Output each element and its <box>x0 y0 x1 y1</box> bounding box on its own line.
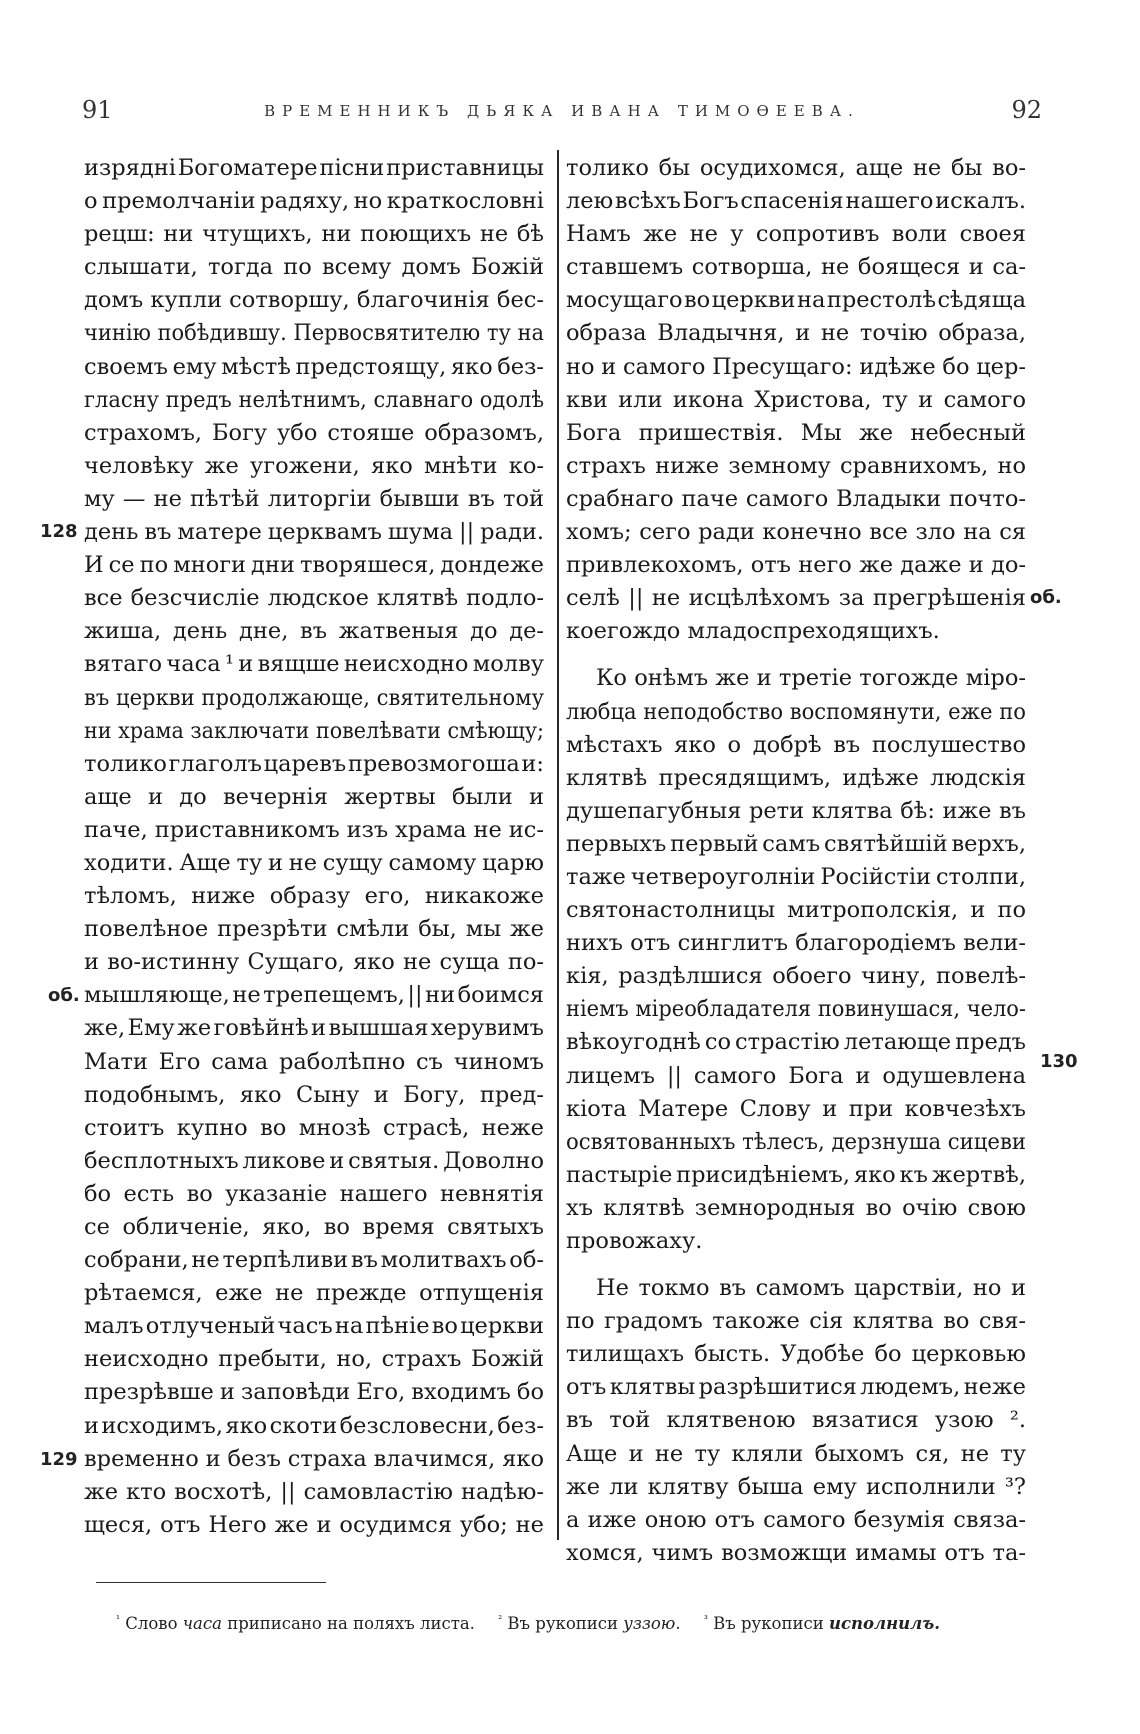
text-line: образа Владычня, и не точію образа, <box>566 320 1026 347</box>
text-line: вѣкоугоднѣ со страстію летающе предъ <box>566 1029 1026 1056</box>
text-line: аще и до вечернія жертвы были и <box>84 783 544 810</box>
text-line: Мати Его сама раболѣпно съ чиномъ <box>84 1048 544 1075</box>
text-line: лицемъ || самого Бога и одушевлена <box>566 1062 1026 1089</box>
text-line: день въ матере церквамъ шума || ради. <box>84 519 544 546</box>
text-line: хомся, чимъ возможщи имамы отъ та- <box>566 1539 1026 1566</box>
text-line: рецш: ни чтущихъ, ни поющихъ не бѣ <box>84 221 544 248</box>
text-line: отъ клятвы разрѣшитися людемъ, неже <box>566 1374 1026 1401</box>
margin-folio-130: 130 <box>1040 1051 1078 1072</box>
margin-folio-128: 128 <box>40 521 78 542</box>
footnote-2: $^{^2}$ Въ рукописи уззою. <box>498 1614 681 1633</box>
text-line: въ той клятвеною вязатися узою ². <box>566 1407 1026 1434</box>
text-line: о премолчаніи радяху, но краткословні <box>84 188 544 215</box>
text-line: се обличеніе, яко, во время святыхъ <box>84 1214 544 1240</box>
text-line: хъ клятвѣ земнородныя во очію свою <box>566 1194 1026 1221</box>
text-line: презрѣвше и заповѣди Его, входимъ бо <box>84 1379 544 1406</box>
text-line: ни храма заключати повелѣвати смѣющу; <box>84 717 544 744</box>
text-line: по градомъ такоже сія клятва во свя- <box>566 1308 1026 1335</box>
text-line: малъ отлученый часъ на пѣніе во церкви <box>84 1313 544 1340</box>
text-line: освятованныхъ тѣлесъ, дерзнуша сицеви <box>566 1128 1026 1155</box>
text-line: все безсчисліе людское клятвѣ подло- <box>84 585 544 612</box>
text-line: кія, раздѣлшися обоего чину, повелѣ- <box>566 963 1026 990</box>
text-line: повелѣное презрѣти смѣли бы, мы же <box>84 916 544 943</box>
text-line: Бога пришествія. Мы же небесный <box>566 419 1026 446</box>
text-line: человѣку же угожени, яко мнѣти ко- <box>84 452 544 479</box>
text-line: а иже оною отъ самого безумія связа- <box>566 1506 1026 1533</box>
text-line: страхомъ, Богу убо стояше образомъ, <box>84 419 544 446</box>
text-line: же ли клятву быша ему исполнили ³? <box>566 1473 1026 1500</box>
text-line: страхъ ниже земному сравнихомъ, но <box>566 452 1026 479</box>
text-line: неисходно пребыти, но, страхъ Божій <box>84 1346 544 1373</box>
text-line: ніемъ міреобладателя повинушася, чело- <box>566 996 1026 1023</box>
text-line: жиша, день дне, въ жатвеныя до де- <box>84 618 544 645</box>
text-line: ходити. Аще ту и не сущу самому царю <box>84 849 544 876</box>
text-line: срабнаго паче самого Владыки почто- <box>566 485 1026 512</box>
text-line: вятаго часа ¹ и вящше неисходно молву <box>84 651 544 678</box>
text-line: гласну предъ нелѣтнимъ, славнаго одолѣ <box>84 386 544 413</box>
text-line: душепагубныя рети клятва бѣ: иже въ <box>566 797 1026 824</box>
text-line: таже четвероуголніи Російстіи столпи, <box>566 863 1026 890</box>
text-line: подобнымъ, яко Сыну и Богу, пред- <box>84 1081 544 1108</box>
text-line: святонастолницы митрополскія, и по <box>566 897 1026 924</box>
margin-folio-129: 129 <box>40 1449 78 1470</box>
running-header <box>82 96 1042 126</box>
text-line: рѣтаемся, еже не прежде отпущенія <box>84 1280 544 1307</box>
text-line: чинію побѣдившу. Первосвятителю ту на <box>84 320 544 347</box>
text-line: му — не пѣтѣй литоргіи бывши въ той <box>84 485 544 512</box>
text-line: лею всѣхъ Богъ спасенія нашего искалъ. <box>566 188 1026 215</box>
text-line: селѣ || не исцѣлѣхомъ за прегрѣшенія <box>566 585 1026 612</box>
text-line: домъ купли сотворшу, благочинія бес- <box>84 287 544 314</box>
text-line: и исходимъ, яко скоти безсловесни, без- <box>84 1412 544 1439</box>
text-line: Ко онѣмъ же и третіе тогожде міро- <box>596 665 1026 692</box>
text-line: первыхъ первый самъ святѣйшій верхъ, <box>566 830 1026 857</box>
text-line: паче, приставникомъ изъ храма не ис- <box>84 816 544 843</box>
footnote-1: $^{^1}$ Слово часа приписано на поляхъ листа. <box>116 1614 475 1633</box>
text-line: Намъ же не у сопротивъ воли своея <box>566 221 1026 248</box>
text-line: мѣстахъ яко о добрѣ въ послушество <box>566 731 1026 758</box>
text-line: любца неподобство воспомянути, еже по <box>566 698 1026 725</box>
text-line: слышати, тогда по всему домъ Божій <box>84 254 544 281</box>
text-line: временно и безъ страха влачимся, яко <box>84 1445 544 1472</box>
text-line: нихъ отъ синглитъ благородіемъ вели- <box>566 930 1026 957</box>
text-line: своемъ ему мѣстѣ предстоящу, яко без- <box>84 353 544 380</box>
text-line: мышляюще, не трепещемъ, || ни боимся <box>84 982 544 1009</box>
text-line: кви или икона Христова, ту и самого <box>566 386 1026 413</box>
text-line: изрядні Богоматере пісни приставницы <box>84 155 544 181</box>
text-line: тилищахъ бысть. Удобѣе бо церковью <box>566 1341 1026 1368</box>
text-line: собрани, не терпѣливи въ молитвахъ об- <box>84 1247 544 1274</box>
column-divider <box>557 150 559 1540</box>
text-line: толико бы осудихомся, аще не бы во- <box>566 155 1026 181</box>
text-line: Не токмо въ самомъ царствіи, но и <box>596 1275 1026 1302</box>
text-line: клятвѣ пресядящимъ, идѣже людскія <box>566 764 1026 791</box>
text-line: стоитъ купно во мнозѣ страсѣ, неже <box>84 1114 544 1141</box>
margin-folio-verso-right: об. <box>1030 587 1062 608</box>
text-line: Аще и не ту кляли быхомъ ся, не ту <box>566 1440 1026 1467</box>
text-line: коегождо младоспреходящихъ. <box>566 618 940 645</box>
footnote-rule <box>96 1582 326 1583</box>
text-line: кіота Матере Слову и при ковчезѣхъ <box>566 1095 1026 1122</box>
text-line: привлекохомъ, отъ него же даже и до- <box>566 552 1026 579</box>
text-line: тѣломъ, ниже образу его, никакоже <box>84 883 544 910</box>
text-line: въ церкви продолжающе, святительному <box>84 684 544 711</box>
text-line: толико глаголъ царевъ превозмогоша и: <box>84 750 544 777</box>
text-line: И се по многи дни творяшеся, дондеже <box>84 552 544 579</box>
text-line: же, Ему же говѣйнѣ и вышшая херувимъ <box>84 1015 544 1042</box>
page-number-left: 91 <box>82 96 113 124</box>
paragraph-gap <box>566 648 1026 662</box>
text-line: ставшемъ сотворша, не боящеся и са- <box>566 254 1026 281</box>
text-line: щеся, отъ Него же и осудимся убо; не <box>84 1511 544 1538</box>
running-title: ВРЕМЕННИКЪ ДЬЯКА ИВАНА ТИМОѲЕЕВА. <box>264 102 860 120</box>
paragraph-gap <box>566 1258 1026 1272</box>
text-line: хомъ; сего ради конечно все зло на ся <box>566 519 1026 546</box>
text-line: пастыріе присидѣніемъ, яко къ жертвѣ, <box>566 1161 1026 1188</box>
footnotes <box>116 1614 1056 1633</box>
text-line: мосущаго во церкви на престолѣ сѣдяща <box>566 287 1026 314</box>
text-line: же кто восхотѣ, || самовластію надѣю- <box>84 1478 544 1505</box>
text-line: но и самого Пресущаго: идѣже бо цер- <box>566 353 1026 380</box>
margin-folio-verso-left: об. <box>48 985 80 1006</box>
right-column <box>566 152 1026 1570</box>
text-line: и во-истинну Сущаго, яко не суща по- <box>84 949 544 976</box>
left-column <box>84 152 544 1542</box>
text-line: бесплотныхъ ликове и святыя. Доволно <box>84 1147 544 1174</box>
page-number-right: 92 <box>1011 96 1042 124</box>
text-line: бо есть во указаніе нашего невнятія <box>84 1180 544 1207</box>
text-line: провожаху. <box>566 1228 703 1254</box>
footnote-3: $^{^3}$ Въ рукописи исполнилъ. <box>703 1614 940 1633</box>
